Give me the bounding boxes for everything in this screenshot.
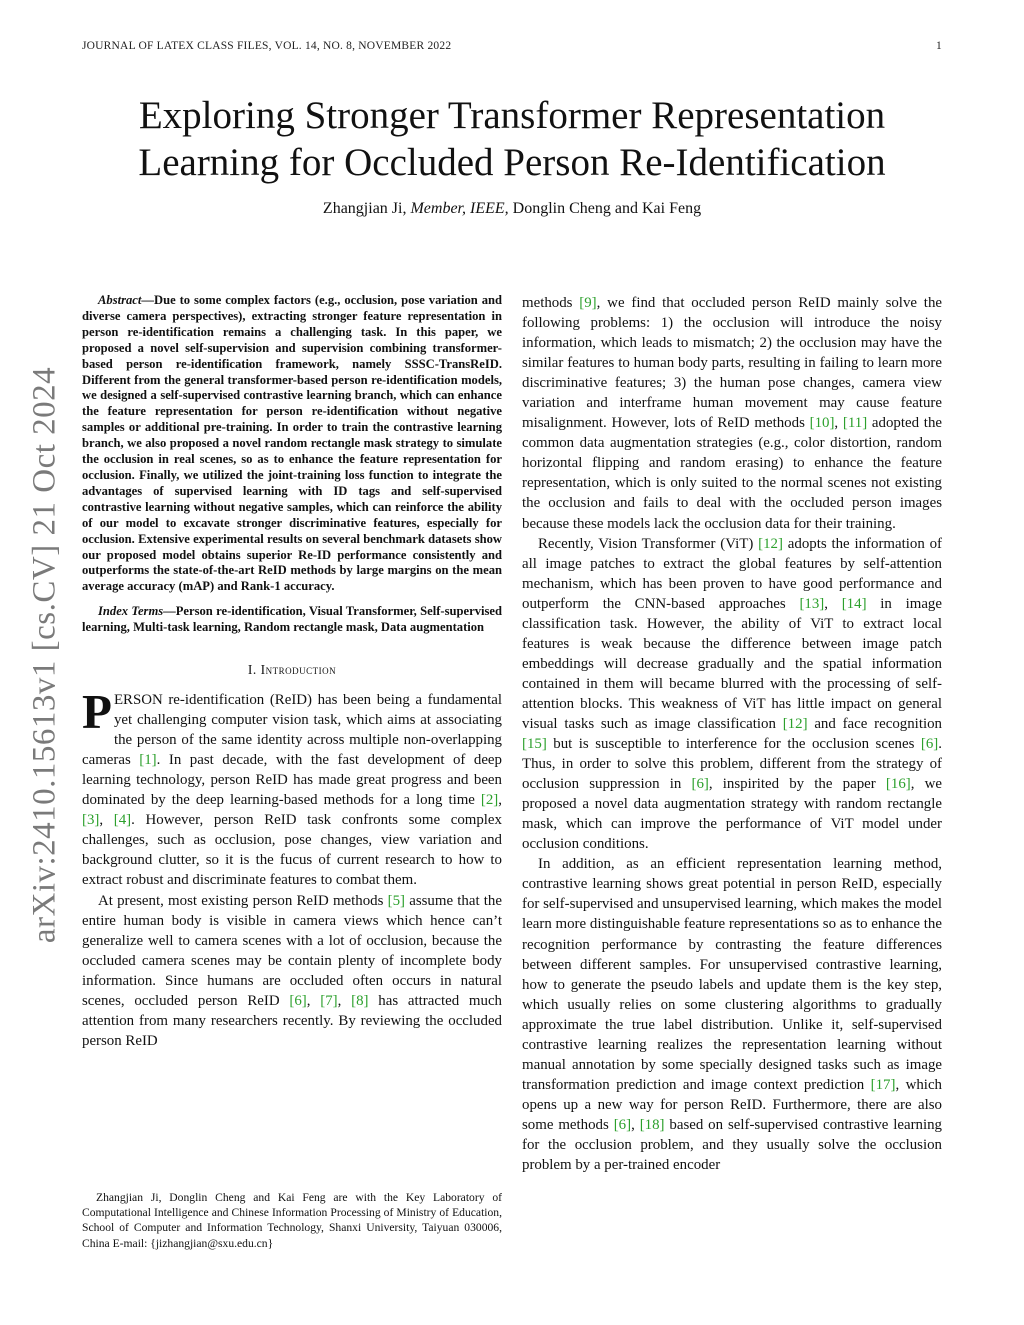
affiliation-footnote: Zhangjian Ji, Donglin Cheng and Kai Feng are with the Key Laboratory of Computational Intelligence and Chinese Information Processing of Ministry of Education, School of Computer and Information Technology, Shanxi University, Taiyuan 030006, China E-mail: {jizhangjian@sxu.edu.cn} — [82, 1191, 502, 1250]
arxiv-id: arXiv:2410.15613v1 [cs.CV] 21 Oct 2024 — [26, 366, 63, 944]
intro-text: ERSON re-identification (ReID) has been being a fundamental yet challenging computer vision task, which aims at associating the person of the same identity across multiple non-overlapping cameras — [82, 692, 502, 769]
body-text: methods — [522, 295, 580, 311]
citation-link[interactable]: [10] — [809, 415, 835, 432]
title-line-2: Learning for Occluded Person Re-Identification — [138, 141, 886, 184]
body-text: and face recognition — [807, 715, 942, 732]
citation-link[interactable]: [6] — [289, 992, 307, 1009]
intro-text: . However, person ReID task confronts some complex challenges, such as occlusion, pose changes, view variation and background clutter, so it is the fucus of current research to how to extract robust and discriminate features to combat them. — [82, 812, 502, 889]
body-text: . Thus, in order to solve this problem, different from the strategy of occlusion suppression in — [522, 736, 942, 793]
page-number: 1 — [936, 40, 942, 52]
abstract-label: Abstract — [98, 293, 142, 307]
body-text: based on self-supervised contrastive learning for the occlusion problem, and they usually solve the occlusion problem by a per-trained encoder — [522, 1116, 943, 1174]
citation-link[interactable]: [13] — [799, 595, 825, 612]
body-text: , we find that occluded person ReID mainly solve the following problems: 1) the occlusion will introduce the noisy information, which leads to mismatch; 2) the occlusion may have the similar features to human body parts, resulting in failing to learn more discriminative features; 3) the human pose changes, camera view variation and interframe human movement may cause feature misalignment. However, lots of ReID methods — [522, 295, 942, 432]
citation-link[interactable]: [6] — [613, 1116, 632, 1133]
citation-link[interactable]: [1] — [139, 752, 157, 769]
citation-link[interactable]: [12] — [758, 535, 783, 552]
author-names-1: Zhangjian Ji, — [322, 200, 407, 217]
citation-link[interactable]: [8] — [351, 992, 369, 1009]
citation-link[interactable]: [17] — [870, 1076, 896, 1093]
author-names-2: Donglin Cheng and Kai Feng — [512, 200, 702, 217]
author-membership: Member, IEEE, — [410, 200, 509, 217]
left-column — [82, 293, 502, 1051]
index-terms — [82, 604, 502, 636]
title-line-1: Exploring Stronger Transformer Representation — [138, 94, 886, 137]
drop-cap: P — [82, 684, 112, 740]
citation-link[interactable]: [9] — [579, 295, 597, 311]
author-line — [82, 200, 942, 218]
paper-title — [82, 92, 942, 186]
body-text: , we proposed a novel data augmentation strategy with random rectangle mask, which can improve the performance of ViT model under occlusion conditions. — [522, 776, 943, 853]
section-heading-introduction — [82, 660, 502, 680]
abstract-text: —Due to some complex factors (e.g., occlusion, pose variation and diverse camera perspectives), extracting stronger feature representation in person re-identification remains a challenging task. In this paper, we proposed a novel self-supervision and supervision combining transformer-based person re-identification framework, namely SSSC-TransReID. Different from the general transformer-based person re-identification models, we designed a self-supervised contrastive learning branch, which can enhance the feature representation for person re-identification without negative samples or additional pre-training. In order to train the contrastive learning branch, we also proposed a novel random rectangle mask strategy to simulate the occlusion in real scenes, so as to enhance the feature representation for occlusion. Finally, we utilized the joint-training loss function to integrate the advantages of supervised learning with ID tags and self-supervised contrastive learning without negative samples, which can reinforce the ability of our model to excavate stronger discriminative features, especially for occlusion. Extensive experimental results on several benchmark datasets show our proposed model obtains superior Re-ID performance consistently and outperforms the state-of-the-art ReID methods by large margins on the mean average accuracy (mAP) and Rank-1 accuracy. — [82, 293, 502, 594]
intro-text: assume that the entire human body is visible in camera views which hence can’t generalize well to camera scenes with a lot of occlusion, because the occluded camera scenes may be contain plenty of incomplete body information. Since humans are occluded often occurs in natural scenes, occluded person ReID — [82, 892, 502, 1009]
citation-link[interactable]: [16] — [885, 776, 911, 793]
running-header — [82, 40, 942, 52]
right-paragraph-3: In addition, as an efficient representation learning method, contrastive learning shows great potential in person ReID, especially for self-supervised and unsupervised learning, which makes the model learn more distinguishable feature representations so as to enhance the recognition performance by contrasting the feature differences between different samples. For unsupervised contrastive learning, how to generate the pseudo labels and update them is the key step, which usually relies on some clustering algorithms to gradually approximate the true label distribution. Unlike it, self-supervised contrastive learning realizes the representation learning without manual annotation by some specially designed tasks such as image transformation prediction and image context prediction [17], which opens up a new way for person ReID. Furthermore, there are also some methods [6], [18] based on self-supervised contrastive learning for the occlusion problem, and they usually solve the occlusion problem by a per-trained encoder — [522, 856, 943, 1174]
citation-link[interactable]: [12] — [782, 715, 808, 732]
section-title: Introduction — [260, 662, 337, 678]
body-text: in image classification task. However, the ability of ViT to extract local features is weak because the difference between image patch embeddings will decrease gradually and the spatial information contained in them will became blurred with the processing of self-attention blocks. This weakness of ViT has little impact on general visual tasks such as image classification — [522, 595, 942, 732]
intro-paragraph-2: At present, most existing person ReID methods [5] assume that the entire human body is visible in camera views which hence can’t generalize well to camera scenes with a lot of occlusion, because the occluded camera scenes may be contain plenty of incomplete body information. Since humans are occluded often occurs in natural scenes, occluded person ReID [6], [7], [8] has attracted much attention from many researchers recently. By reviewing the occluded person ReID — [82, 892, 502, 1049]
intro-paragraph-1: PERSON re-identification (ReID) has been being a fundamental yet challenging computer vision task, which aims at associating the person of the same identity across multiple non-overlapping cameras [1]. In past decade, with the fast development of deep learning technology, person ReID has made great progress and been dominated by the deep learning-based methods for a long time [2], [3], [4]. However, person ReID task confronts some complex challenges, such as occlusion, pose changes, view variation and background clutter, so it is the fucus of current research to how to extract robust and discriminate features to combat them. — [82, 684, 502, 889]
journal-line: JOURNAL OF LATEX CLASS FILES, VOL. 14, NO. 8, NOVEMBER 2022 — [82, 40, 452, 52]
arxiv-watermark — [10, 325, 80, 985]
body-text: In addition, as an efficient representation learning method, contrastive learning shows great potential in person ReID, especially for self-supervised and unsupervised learning, which makes the model learn more distinguishable feature representations so as to enhance the recognition performance by contrasting the feature differences between different samples. For unsupervised contrastive learning, how to generate the pseudo labels and update them is the key step, which usually relies on some clustering algorithms to gradually approximate the true label distribution. Unlike it, self-supervised contrastive learning realizes the representation learning without manual annotation by some specially designed tasks such as image transformation prediction and image context prediction — [522, 856, 942, 1093]
body-text: adopted the common data augmentation strategies (e.g., color distortion, random horizontal flipping and random erasing) to enhance the feature representation, which is only suited to the normal scenes not existing the occlusion and fails to deal with the occluded person images because these models lack the occlusion data for their training. — [522, 415, 942, 532]
intro-text: has attracted much attention from many researchers recently. By reviewing the occluded person ReID — [82, 992, 502, 1049]
citation-link[interactable]: [14] — [841, 595, 867, 612]
citation-link[interactable]: [6] — [691, 776, 709, 793]
body-text: Recently, Vision Transformer (ViT) — [538, 535, 759, 552]
index-terms-text: —Person re-identification, Visual Transformer, Self-supervised learning, Multi-task learning, Random rectangle mask, Data augmentation — [82, 604, 502, 635]
right-column — [522, 293, 942, 1175]
citation-link[interactable]: [3] — [82, 812, 100, 829]
intro-text: . In past decade, with the fast development of deep learning technology, person ReID has made great progress and been dominated by the deep learning-based methods for a long time — [82, 752, 502, 809]
abstract — [82, 293, 502, 595]
citation-link[interactable]: [7] — [320, 992, 338, 1009]
right-paragraph-1: methods [9], we find that occluded person ReID mainly solve the following problems: 1) the occlusion will introduce the noisy information, which leads to mismatch; 2) the occlusion may have the similar features to human body parts, resulting in failing to learn more discriminative features; 3) the human pose changes, camera view variation and interframe human movement may cause feature misalignment. However, lots of ReID methods [10], [11] adopted the common data augmentation strategies (e.g., color distortion, random horizontal flipping and random erasing) to enhance the feature representation, which is only suited to the normal scenes not existing the occlusion and fails to deal with the occluded person images because these models lack the occlusion data for their training. — [522, 295, 942, 532]
citation-link[interactable]: [5] — [387, 892, 405, 909]
intro-text: At present, most existing person ReID methods — [98, 892, 388, 909]
citation-link[interactable]: [6] — [920, 736, 939, 753]
citation-link[interactable]: [18] — [639, 1116, 665, 1133]
body-text: but is susceptible to interference for the occlusion scenes — [546, 736, 921, 753]
body-text: , inspirited by the paper — [708, 776, 886, 793]
body-text: , which opens up a new way for person ReID. Furthermore, there are also some methods — [522, 1076, 943, 1133]
index-terms-label: Index Terms — [98, 604, 164, 619]
body-text: adopts the information of all image patches to extract the global features by self-attention mechanism, which has been proven to have good performance and outperform the CNN-based approaches — [522, 535, 942, 612]
citation-link[interactable]: [15] — [522, 736, 547, 753]
citation-link[interactable]: [11] — [842, 415, 868, 432]
citation-link[interactable]: [4] — [113, 812, 132, 829]
citation-link[interactable]: [2] — [480, 792, 499, 809]
section-number: I. — [247, 662, 257, 678]
right-paragraph-2: Recently, Vision Transformer (ViT) [12] adopts the information of all image patches to extract the global features by self-attention mechanism, which has been proven to have good performance and outperform the CNN-based approaches [13], [14] in image classification task. However, the ability of ViT to extract local features is weak because the difference between image patch embeddings will decrease gradually and the spatial information contained in them will became blurred with the processing of self-attention blocks. This weakness of ViT has little impact on general visual tasks such as image classification [12] and face recognition [15] but is susceptible to interference for the occlusion scenes [6]. Thus, in order to solve this problem, different from the strategy of occlusion suppression in [6], inspirited by the paper [16], we proposed a novel data augmentation strategy with random rectangle mask, which can improve the performance of ViT model under occlusion conditions. — [522, 535, 943, 853]
